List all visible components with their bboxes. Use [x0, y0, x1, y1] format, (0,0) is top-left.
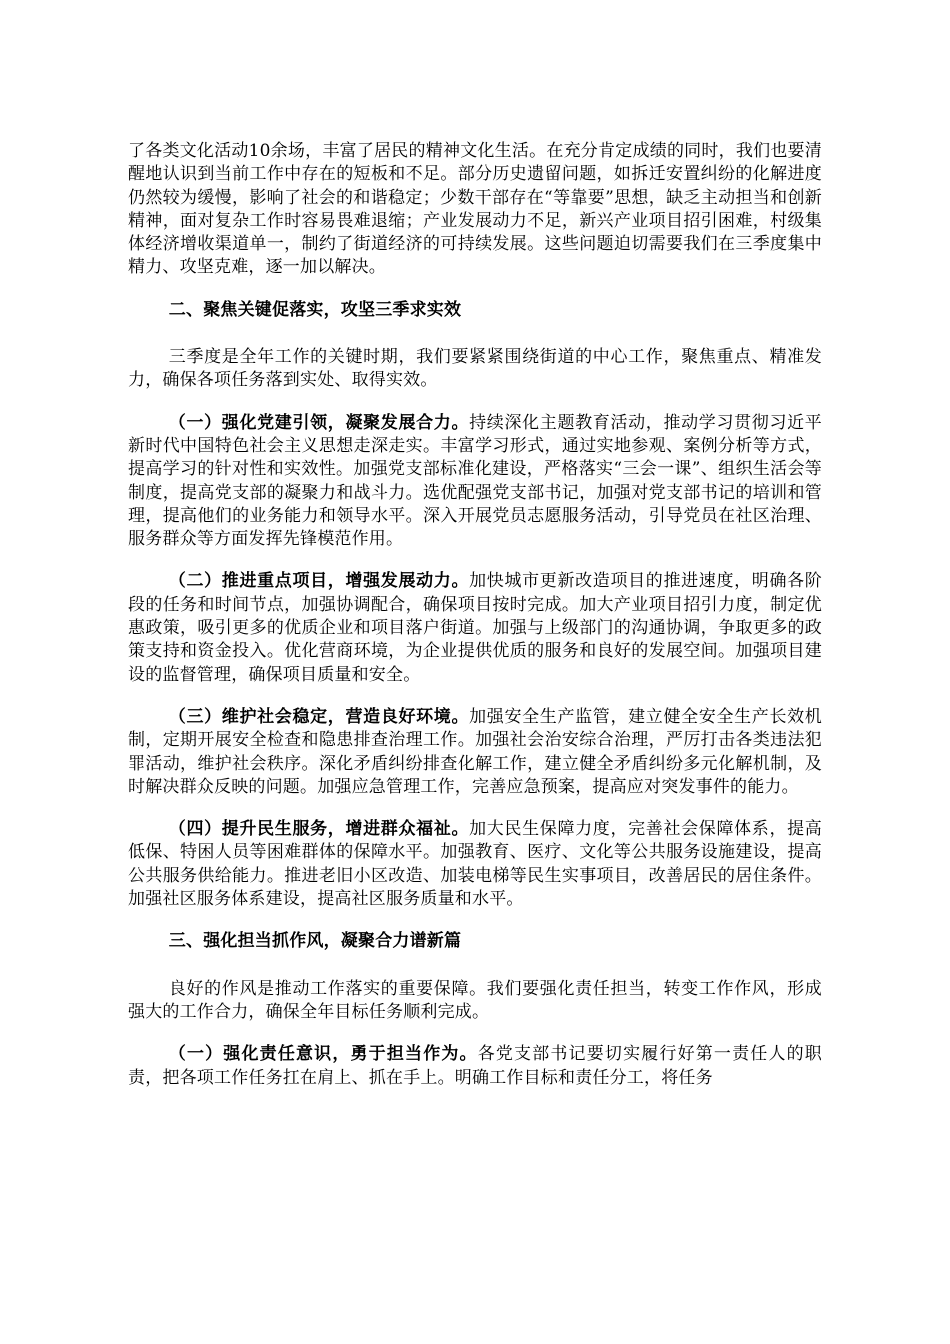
- subsection-lead: （四）提升民生服务，增进群众福祉。: [168, 819, 470, 840]
- subsection-text: 持续深化主题教育活动，推动学习贯彻习近平新时代中国特色社会主义思想走深走实。丰富学习形式，通过实地参观、案例分析等方式，提高学习的针对性和实效性。加强党支部标准化建设，严格落实“三会一课”、组织生活会等制度，提高党支部的凝聚力和战斗力。选优配强党支部书记，加强对党支部书记的培训和管理，提高他们的业务能力和领导水平。深入开展党员志愿服务活动，引导党员在社区治理、服务群众等方面发挥先锋模范作用。: [128, 412, 823, 550]
- subsection-livelihood: [128, 818, 822, 911]
- subsection-party-building: [128, 412, 822, 552]
- subsection-text: 加强安全生产监管，建立健全安全生产长效机制，定期开展安全检查和隐患排查治理工作。加强社会治安综合治理，严厉打击各类违法犯罪活动，维护社会秩序。深化矛盾纠纷排查化解工作，建立健全矛盾纠纷多元化解机制，及时解决群众反映的问题。加强应急管理工作，完善应急预案，提高应对突发事件的能力。: [128, 706, 823, 797]
- section-heading-2: 二、聚焦关键促落实，攻坚三季求实效: [168, 299, 462, 320]
- subsection-lead: （二）推进重点项目，增强发展动力。: [168, 571, 470, 592]
- subsection-text: 各党支部书记要切实履行好第一责任人的职责，把各项工作任务扛在肩上、抓在手上。明确工作目标和责任分工，将任务: [128, 1044, 822, 1088]
- subsection-text: 加大民生保障力度，完善社会保障体系，提高低保、特困人员等困难群体的保障水平。加强教育、医疗、文化等公共服务设施建设，提高公共服务供给能力。推进老旧小区改造、加装电梯等民生实事项目，改善居民的居住条件。加强社区服务体系建设，提高社区服务质量和水平。: [128, 819, 823, 910]
- subsection-responsibility: [128, 1043, 822, 1090]
- subsection-social-stability: [128, 706, 822, 799]
- subsection-text: 加快城市更新改造项目的推进速度，明确各阶段的任务和时间节点，加强协调配合，确保项目按时完成。加大产业项目招引力度，制定优惠政策，吸引更多的优质企业和项目落户街道。加强与上级部门的沟通协调，争取更多的政策支持和资金投入。优化营商环境，为企业提供优质的服务和良好的发展空间。加强项目建设的监督管理，确保项目质量和安全。: [128, 571, 823, 685]
- paragraph-section-2-intro: 三季度是全年工作的关键时期，我们要紧紧围绕街道的中心工作，聚焦重点、精准发力，确保各项任务落到实处、取得实效。: [128, 347, 822, 391]
- subsection-key-projects: [128, 570, 822, 686]
- subsection-lead: （一）强化责任意识，勇于担当作为。: [168, 1044, 478, 1065]
- document-page: [128, 140, 822, 1109]
- subsection-lead: （一）强化党建引领，凝聚发展合力。: [168, 412, 470, 433]
- paragraph-intro: 了各类文化活动10余场，丰富了居民的精神文化生活。在充分肯定成绩的同时，我们也要清醒地认识到当前工作中存在的短板和不足。部分历史遗留问题，如拆迁安置纠纷的化解进度仍然较为缓慢，影响了社会的和谐稳定；少数干部存在“等靠要”思想，缺乏主动担当和创新精神，面对复杂工作时容易畏难退缩；产业发展动力不足，新兴产业项目招引困难，村级集体经济增收渠道单一，制约了街道经济的可持续发展。这些问题迫切需要我们在三季度集中精力、攻坚克难，逐一加以解决。: [128, 141, 822, 278]
- section-heading-3: 三、强化担当抓作风，凝聚合力谱新篇: [168, 931, 462, 952]
- subsection-lead: （三）维护社会稳定，营造良好环境。: [168, 706, 470, 727]
- paragraph-section-3-intro: 良好的作风是推动工作落实的重要保障。我们要强化责任担当，转变工作作风，形成强大的工作合力，确保全年目标任务顺利完成。: [128, 978, 822, 1022]
